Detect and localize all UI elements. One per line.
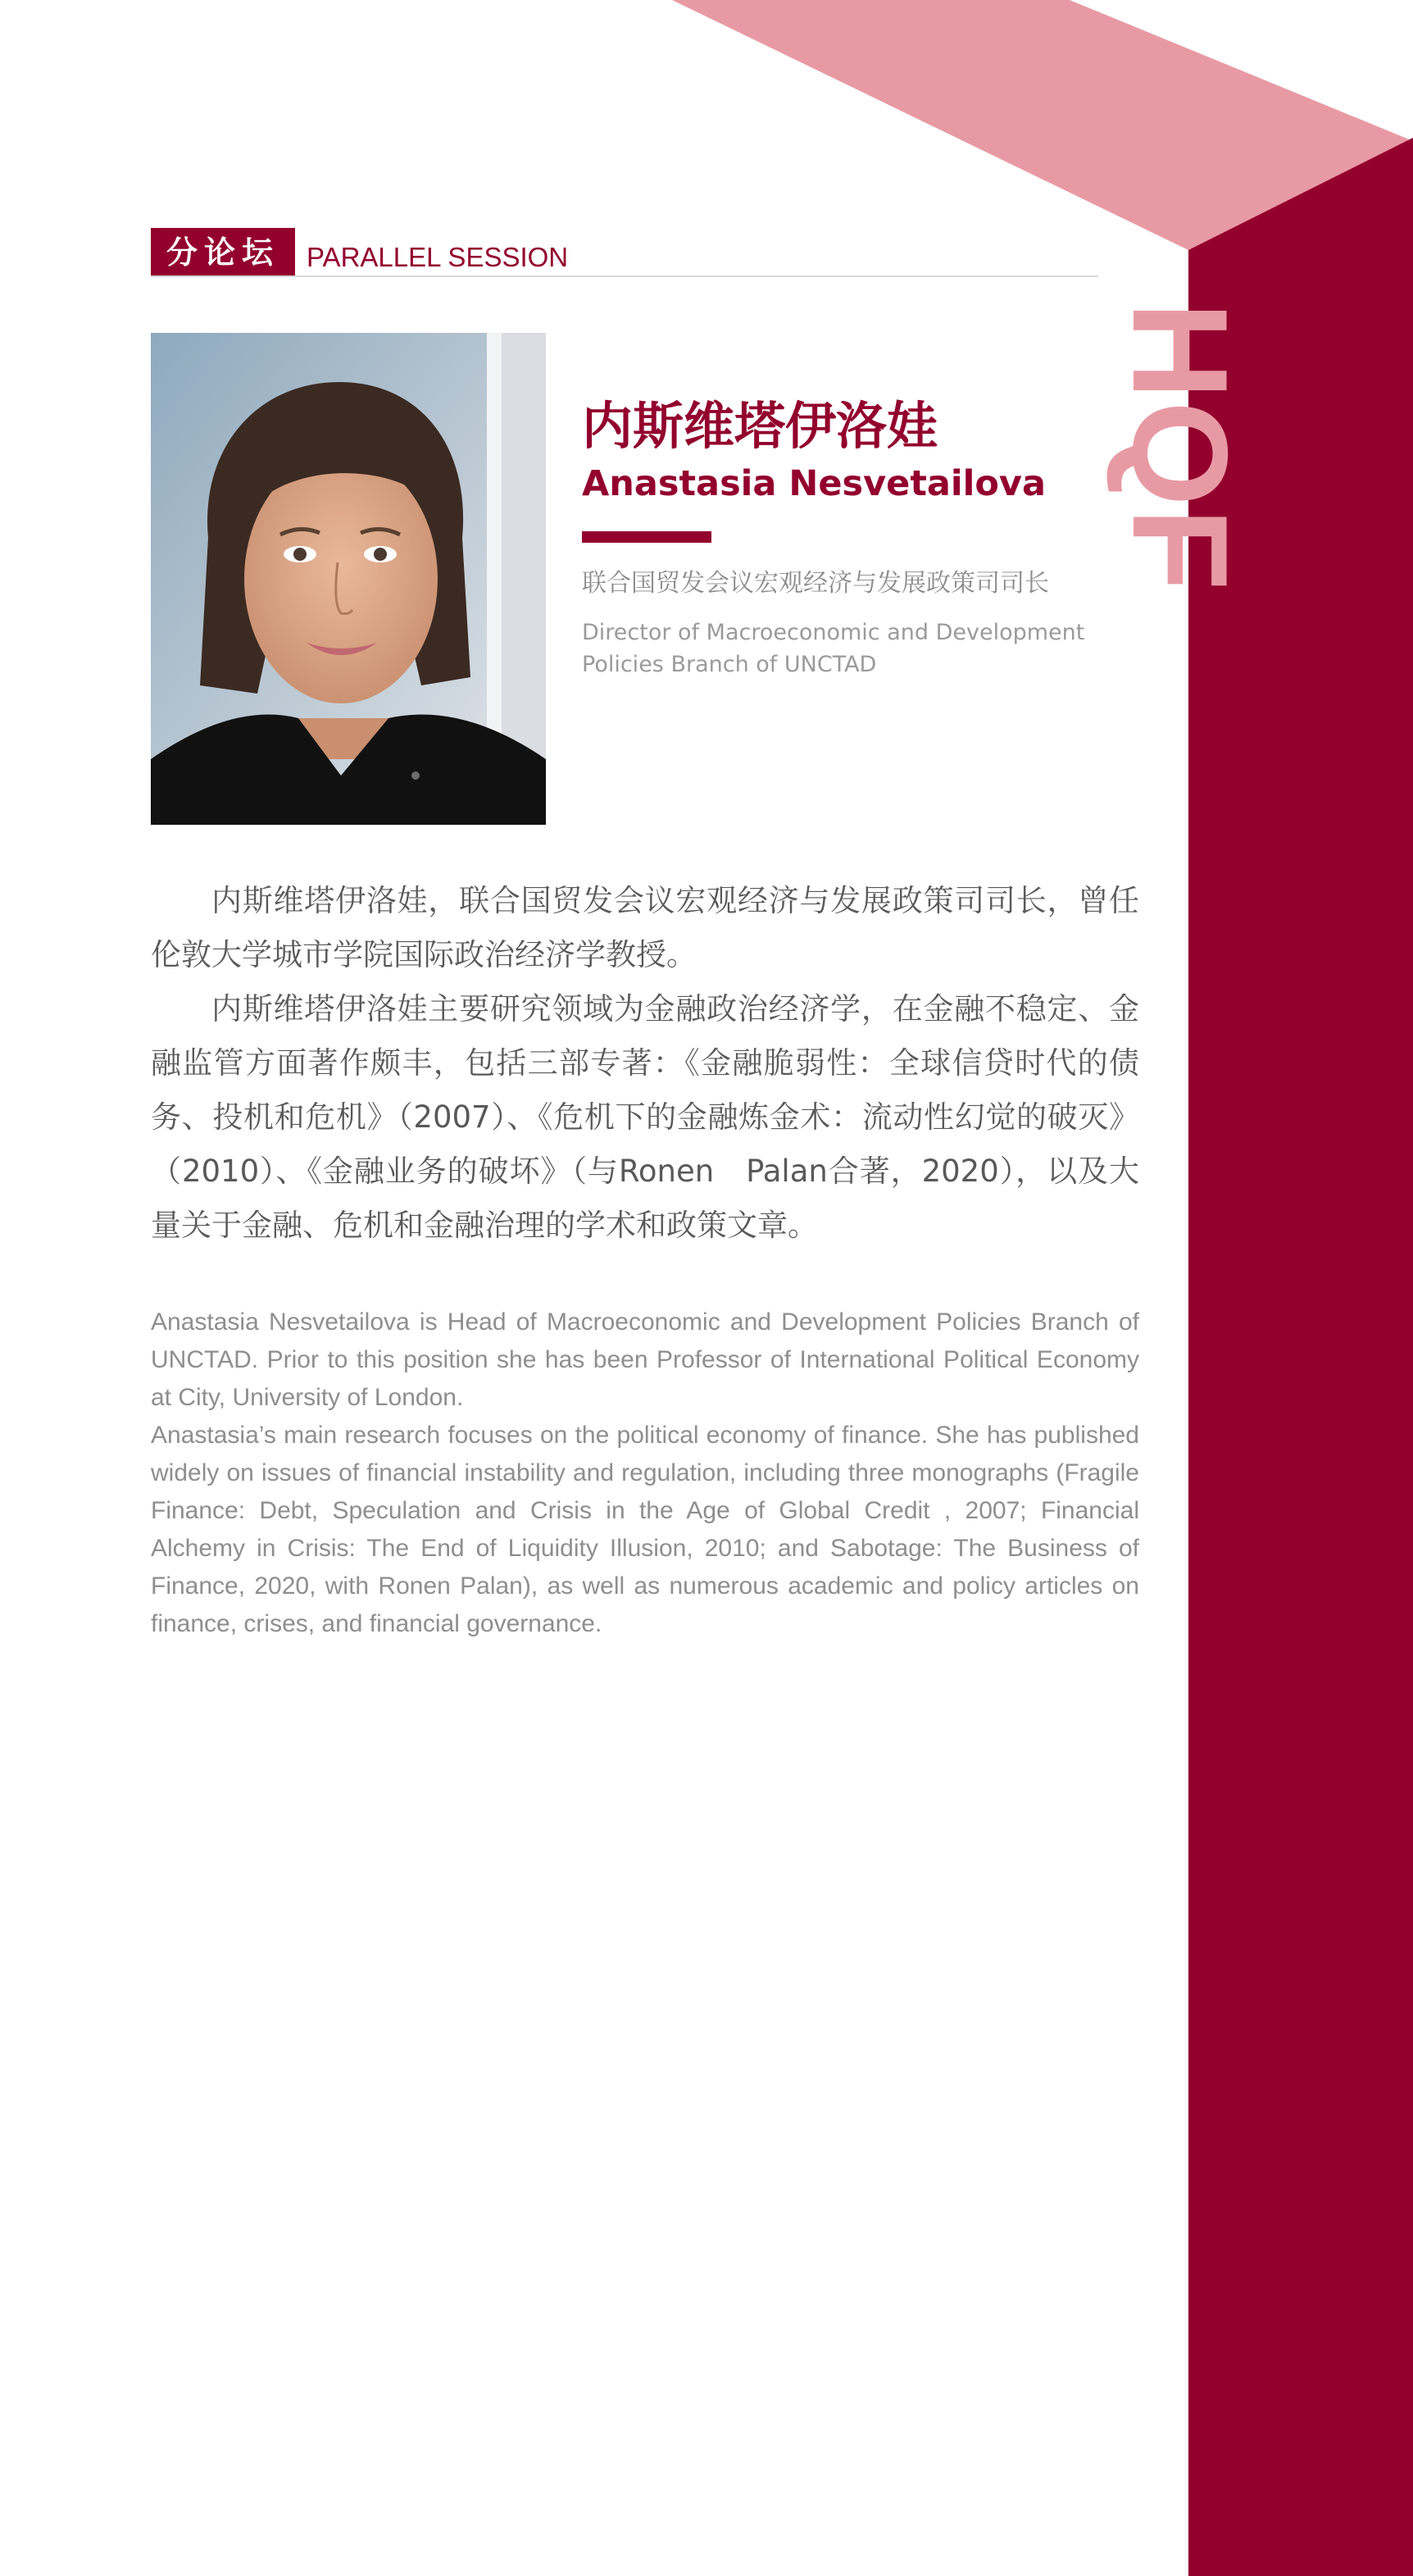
hqf-brand-mark: HQF [1105, 302, 1256, 593]
speaker-title-chinese: 联合国贸发会议宏观经济与发展政策司司长 [582, 569, 1049, 598]
biography-chinese [151, 874, 1139, 1253]
session-header [151, 228, 1098, 277]
bio-en-paragraph: Anastasia Nesvetailova is Head of Macroeconomic and Development Policies Branch of UNCTAD. Prior to this position she has been Professor of International Political Economy at City, University of London. [151, 1308, 1139, 1411]
bio-en-paragraph: Anastasia’s main research focuses on the political economy of finance. She has published widely on issues of financial instability and regulation, including three monographs (Fragile Finance: Debt, Speculation and Crisis in the Age of Global Credit , 2007; Financial Alchemy in Crisis: The End of Liquidity Illusion, 2010; and Sabotage: The Business of Finance, 2020, with Ronen Palan), as well as numerous academic and policy articles on finance, crises, and financial governance. [151, 1422, 1139, 1637]
speaker-title-english: Director of Macroeconomic and Development Policies Branch of UNCTAD [582, 620, 1085, 677]
session-label: PARALLEL SESSION [307, 242, 569, 272]
speaker-name-english: Anastasia Nesvetailova [582, 463, 1046, 504]
speaker-portrait [151, 333, 546, 825]
biography-english [151, 1304, 1139, 1643]
session-badge: 分论坛 [151, 228, 295, 277]
name-accent-bar [582, 531, 711, 543]
bio-cn-paragraph: 内斯维塔伊洛娃主要研究领域为金融政治经济学，在金融不稳定、金融监管方面著作颇丰，包括三部专著：《金融脆弱性：全球信贷时代的债务、投机和危机》（2007）、《危机下的金融炼金术：流动性幻觉的破灭》（2010）、《金融业务的破坏》（与Ronen Palan合著，2020），以及大量关于金融、危机和金融治理的学术和政策文章。 [151, 991, 1139, 1243]
bio-cn-paragraph: 内斯维塔伊洛娃，联合国贸发会议宏观经济与发展政策司司长，曾任伦敦大学城市学院国际政治经济学教授。 [151, 883, 1139, 972]
portrait-illustration [151, 333, 546, 825]
speaker-name-chinese: 内斯维塔伊洛娃 [582, 396, 938, 456]
header-divider [151, 275, 1098, 277]
